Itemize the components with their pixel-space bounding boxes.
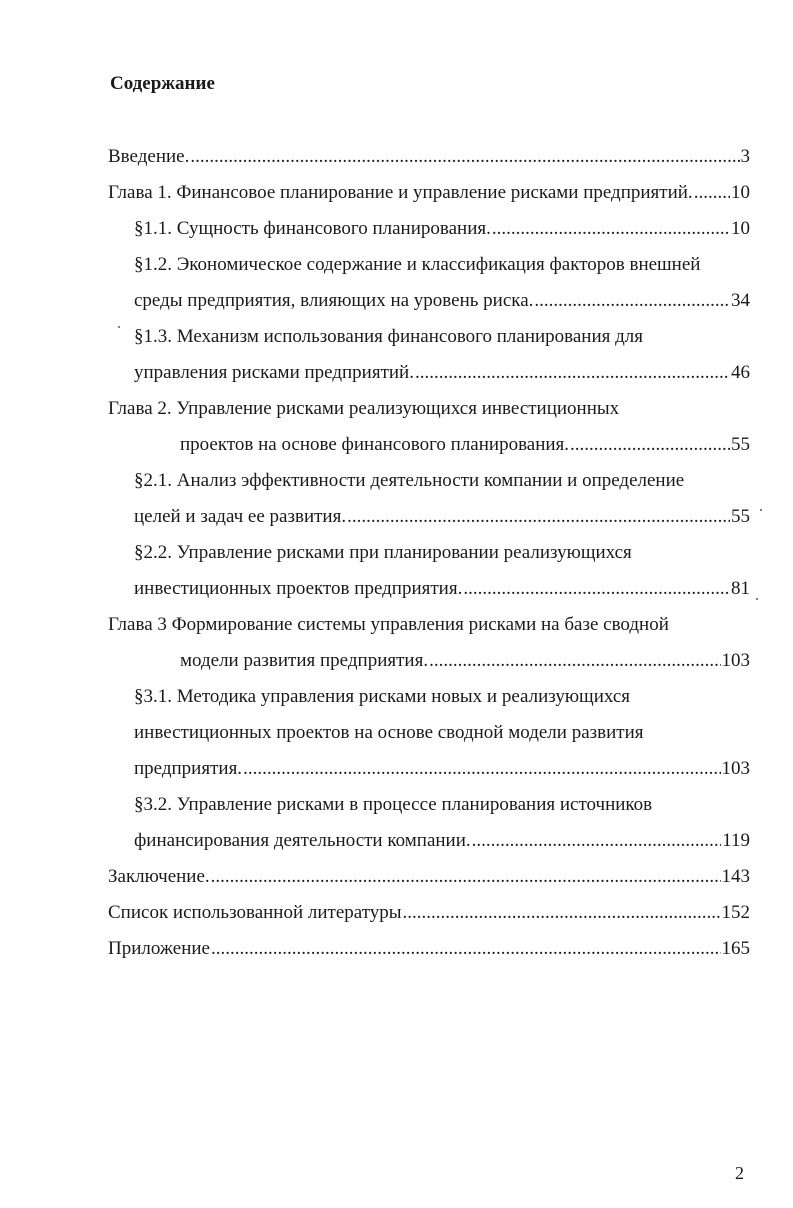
toc-s11-text: §1.1. Сущность финансового планирования. [134,218,491,239]
toc-entry-section-3-1 [134,757,750,781]
dot-leader [492,217,730,241]
dot-leader [534,289,730,313]
toc-s31-line1: §3.1. Методика управления рисками новых и реализующихся [134,686,630,707]
toc-s22-line1: §2.2. Управление рисками при планировании реализующихся [134,542,632,563]
toc-references-text: Список использованной литературы [108,902,402,923]
toc-entry-chapter-2 [180,433,750,457]
dot-leader [243,757,720,781]
dot-leader [570,433,730,457]
toc-ch2-line2: проектов на основе финансового планирования. [180,434,570,455]
toc-entry-section-1-2 [134,289,750,313]
dot-leader [415,361,730,385]
dot-leader [190,145,739,169]
toc-intro-text: Введение. [108,146,190,167]
toc-s21-line2: целей и задач ее развития. [134,506,347,527]
dot-leader [463,577,730,601]
toc-ch2-page: 55 [731,434,750,455]
dot-leader [347,505,730,529]
toc-ch1-text: Глава 1. Финансовое планирование и управление рисками предприятий. [108,182,693,203]
toc-entry-section-1-3 [134,361,750,385]
toc-entry-section-3-2 [134,829,750,853]
toc-s32-page: 119 [722,830,750,851]
scan-speck [760,509,762,511]
dot-leader [211,865,721,889]
toc-s13-line2: управления рисками предприятий. [134,362,414,383]
toc-ch3-line2: модели развития предприятия. [180,650,429,671]
toc-entry-section-1-1 [134,217,750,241]
toc-s31-line3: предприятия. [134,758,243,779]
toc-s13-line1: §1.3. Механизм использования финансового планирования для [134,326,644,347]
toc-ch1-page: 10 [731,182,750,203]
dot-leader [211,937,721,961]
toc-appendix-text: Приложение [108,938,210,959]
toc-s32-line1: §3.2. Управление рисками в процессе планирования источников [134,794,653,815]
scan-speck [756,598,758,600]
toc-s21-line1: §2.1. Анализ эффективности деятельности компании и определение [134,470,685,491]
toc-conclusion-page: 143 [721,866,750,887]
toc-entry-chapter-1 [108,181,750,205]
toc-s22-line2: инвестиционных проектов предприятия. [134,578,463,599]
toc-entry-intro [108,145,750,169]
toc-s22-page: 81 [731,578,750,599]
toc-entry-references [108,901,750,925]
dot-leader [403,901,721,925]
toc-references-page: 152 [721,902,750,923]
dot-leader [429,649,720,673]
toc-ch2-line1: Глава 2. Управление рисками реализующихся инвестиционных [108,398,620,419]
scan-speck [118,326,120,328]
toc-appendix-page: 165 [721,938,750,959]
page-title: Содержание [110,73,215,94]
toc-s11-page: 10 [731,218,750,239]
toc-s13-page: 46 [731,362,750,383]
toc-conclusion-text: Заключение. [108,866,210,887]
dot-leader [472,829,722,853]
dot-leader [694,181,730,205]
toc-entry-section-2-1 [134,505,750,529]
toc-s21-page: 55 [731,506,750,527]
toc-entry-chapter-3 [180,649,750,673]
toc-ch3-page: 103 [721,650,750,671]
toc-entry-appendix [108,937,750,961]
page-number: 2 [735,1163,744,1183]
toc-s12-line1: §1.2. Экономическое содержание и классификация факторов внешней [134,254,701,275]
toc-s12-page: 34 [731,290,750,311]
toc-ch3-line1: Глава 3 Формирование системы управления рисками на базе сводной [108,614,669,635]
toc-entry-section-2-2 [134,577,750,601]
toc-s12-line2: среды предприятия, влияющих на уровень риска. [134,290,534,311]
toc-s32-line2: финансирования деятельности компании. [134,830,471,851]
toc-s31-line2: инвестиционных проектов на основе сводной модели развития [134,722,644,743]
toc-intro-page: 3 [740,146,750,167]
toc-entry-conclusion [108,865,750,889]
toc-s31-page: 103 [721,758,750,779]
